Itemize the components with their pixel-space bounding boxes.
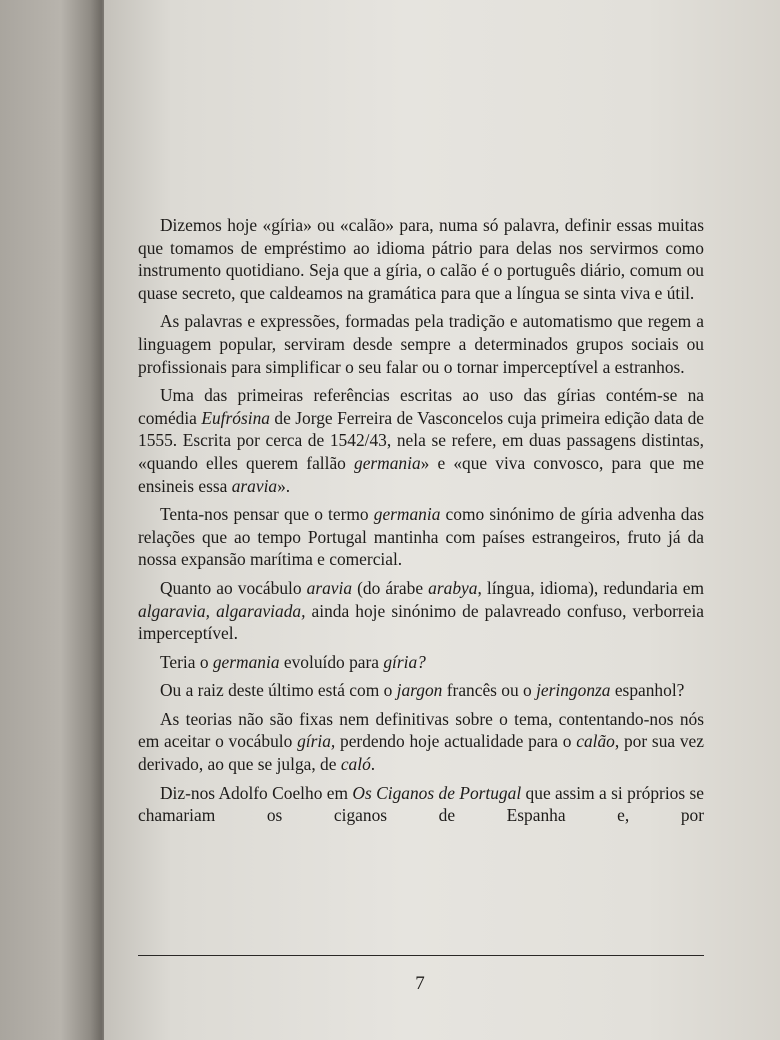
paragraph-8: As teorias não são fixas nem definitivas sobre o tema, contentando-nos nós em aceitar o vocábulo gíria, perdendo hoje actualidade para o calão, por sua vez derivado, ao que se julga, de caló. [138, 708, 704, 775]
paragraph-4: Tenta-nos pensar que o termo germania como sinónimo de gíria advenha das relações que ao tempo Portugal mantinha com países estrangeiros, fruto já da nossa expansão marítima e comercial. [138, 504, 704, 570]
paragraph-9: Diz-nos Adolfo Coelho em Os Ciganos de Portugal que assim a si próprios se chamariam os ciganos de Espanha e, por [138, 782, 704, 826]
italic-term: germania [212, 651, 280, 672]
italic-term: gíria, [297, 731, 336, 752]
italic-term: jargon [396, 680, 443, 701]
italic-term: germania [373, 504, 441, 525]
paragraph-5: Quanto ao vocábulo aravia (do árabe arabya, língua, idioma), redundaria em algaravia, algaraviada, ainda hoje sinónimo de palavreado confuso, verborreia imperceptível. [138, 577, 705, 644]
page-number: 7 [415, 973, 425, 994]
italic-term: algaravia, algaraviada, [138, 600, 306, 621]
italic-term: arabya [428, 577, 478, 598]
paragraph-6: Teria o germania evoluído para gíria? [160, 651, 426, 672]
italic-term: gíria? [383, 651, 426, 672]
italic-term: jeringonza [536, 680, 611, 701]
body-text [138, 214, 704, 833]
footer-rule [138, 955, 704, 956]
paragraph-7: Ou a raiz deste último está com o jargon francês ou o jeringonza espanhol? [160, 680, 685, 701]
italic-term: germania [354, 452, 421, 473]
paragraph-3: Uma das primeiras referências escritas ao uso das gírias contém-se na comédia Eufrósina de Jorge Ferreira de Vasconcelos cuja primeira edição data de 1555. Escrita por cerca de 1542/43, nela se refere, em duas passagens distintas, «quando elles querem fallão germania» e «que viva convosco, para que me ensineis essa aravia». [138, 385, 705, 496]
italic-term: Os Ciganos de Portugal [352, 782, 522, 803]
paragraph-2: As palavras e expressões, formadas pela tradição e automatismo que regem a linguagem popular, serviram desde sempre a determinados grupos sociais ou profissionais para simplificar o seu falar ou o tornar imperceptível a estranhos. [138, 311, 704, 377]
italic-term: aravia [231, 475, 278, 496]
italic-term: calão [576, 731, 615, 752]
book-gutter [0, 0, 110, 1040]
italic-term: caló [340, 754, 371, 775]
italic-term: Eufrósina [201, 407, 270, 428]
italic-term: aravia [306, 577, 353, 598]
paragraph-1: Dizemos hoje «gíria» ou «calão» para, numa só palavra, definir essas muitas que tomamos de empréstimo ao idioma pátrio para delas nos servirmos como instrumento quotidiano. Seja que a gíria, o calão é o português diário, comum ou quase secreto, que caldeamos na gramática para que a língua se sinta viva e útil. [138, 215, 704, 303]
